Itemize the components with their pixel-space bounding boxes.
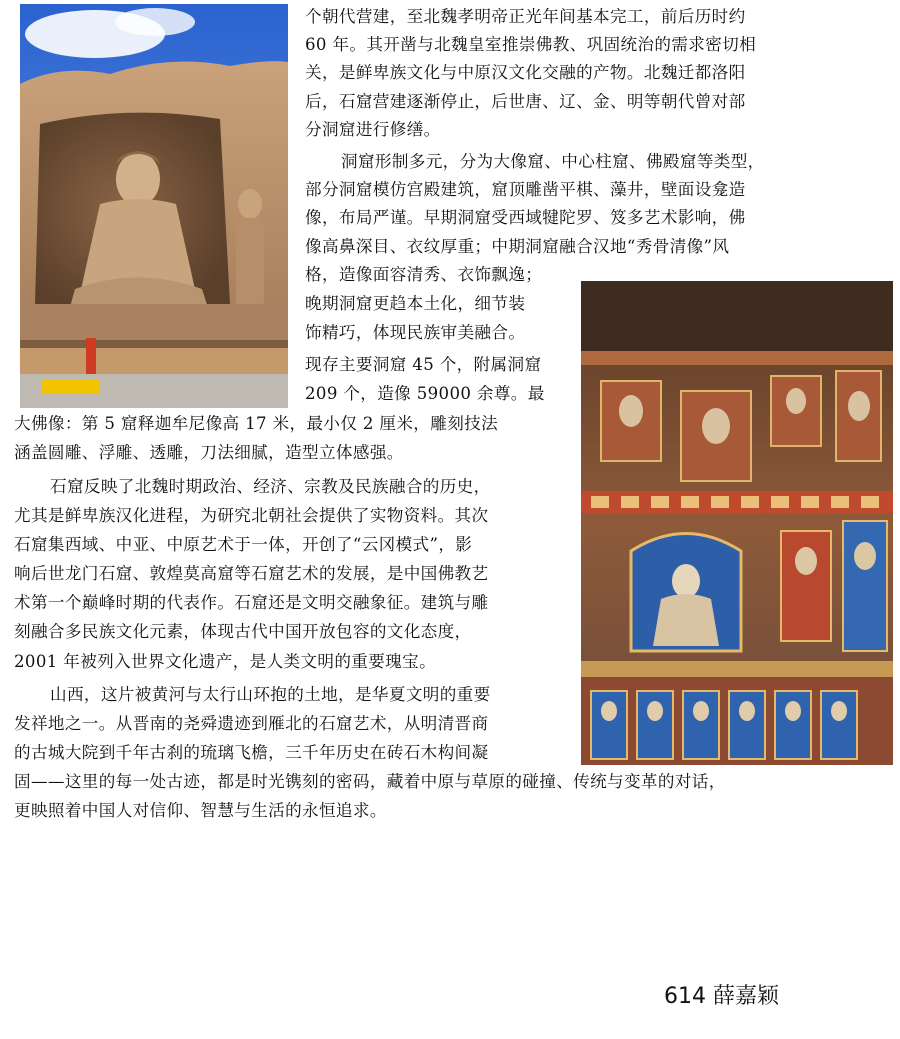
author-signature: 614 薛嘉颖	[664, 984, 779, 1009]
text-line: 山西，这片被黄河与太行山环抱的土地，是华夏文明的重要	[50, 685, 491, 704]
text-line: 2001 年被列入世界文化遗产，是人类文明的重要瑰宝。	[14, 652, 437, 671]
text-line: 分洞窟进行修缮。	[305, 120, 441, 139]
text-line: 像，布局严谨。早期洞窟受西域犍陀罗、笈多艺术影响，佛	[305, 208, 746, 227]
text-line: 现存主要洞窟 45 个，附属洞窟	[305, 355, 542, 374]
text-line: 209 个，造像 59000 余尊。最	[305, 384, 545, 403]
text-line: 发祥地之一。从晋南的尧舜遗迹到雁北的石窟艺术，从明清晋商	[14, 714, 489, 733]
text-line: 关，是鲜卑族文化与中原汉文化交融的产物。北魏迁都洛阳	[305, 63, 746, 82]
text-line: 像高鼻深目、衣纹厚重；中期洞窟融合汉地“秀骨清像”风	[305, 237, 730, 256]
cave-interior-photo	[581, 281, 893, 765]
text-line: 大佛像：第 5 窟释迦牟尼像高 17 米，最小仅 2 厘米，雕刻技法	[14, 414, 499, 433]
text-line: 晚期洞窟更趋本土化，细节装	[305, 294, 526, 313]
text-line: 格，造像面容清秀、衣饰飘逸；	[305, 265, 543, 284]
text-line: 60 年。其开凿与北魏皇室推崇佛教、巩固统治的需求密切相	[305, 35, 757, 54]
text-line: 术第一个巅峰时期的代表作。石窟还是文明交融象征。建筑与雕	[14, 593, 489, 612]
buddha-statue-photo	[20, 4, 288, 408]
text-line: 尤其是鲜卑族汉化进程，为研究北朝社会提供了实物资料。其次	[14, 506, 489, 525]
text-line: 的古城大院到千年古刹的琉璃飞檐，三千年历史在砖石木构间凝	[14, 743, 489, 762]
text-line: 个朝代营建，至北魏孝明帝正光年间基本完工，前后历时约	[305, 7, 746, 26]
text-line: 响后世龙门石窟、敦煌莫高窟等石窟艺术的发展，是中国佛教艺	[14, 564, 489, 583]
text-line: 固——这里的每一处古迹，都是时光镌刻的密码，藏着中原与草原的碰撞、传统与变革的对话，	[14, 772, 726, 791]
text-line: 更映照着中国人对信仰、智慧与生活的永恒追求。	[14, 801, 387, 820]
text-line: 涵盖圆雕、浮雕、透雕，刀法细腻，造型立体感强。	[14, 443, 404, 462]
text-line: 石窟反映了北魏时期政治、经济、宗教及民族融合的历史，	[50, 477, 491, 496]
text-line: 刻融合多民族文化元素，体现古代中国开放包容的文化态度，	[14, 622, 472, 641]
text-line: 洞窟形制多元，分为大像窟、中心柱窟、佛殿窟等类型，	[341, 152, 765, 171]
text-line: 石窟集西域、中亚、中原艺术于一体，开创了“云冈模式”，影	[14, 535, 473, 554]
text-line: 部分洞窟模仿宫殿建筑，窟顶雕凿平棋、藻井，壁面设龛造	[305, 180, 746, 199]
text-line: 后，石窟营建逐渐停止，后世唐、辽、金、明等朝代曾对部	[305, 92, 746, 111]
text-line: 饰精巧，体现民族审美融合。	[305, 323, 526, 342]
